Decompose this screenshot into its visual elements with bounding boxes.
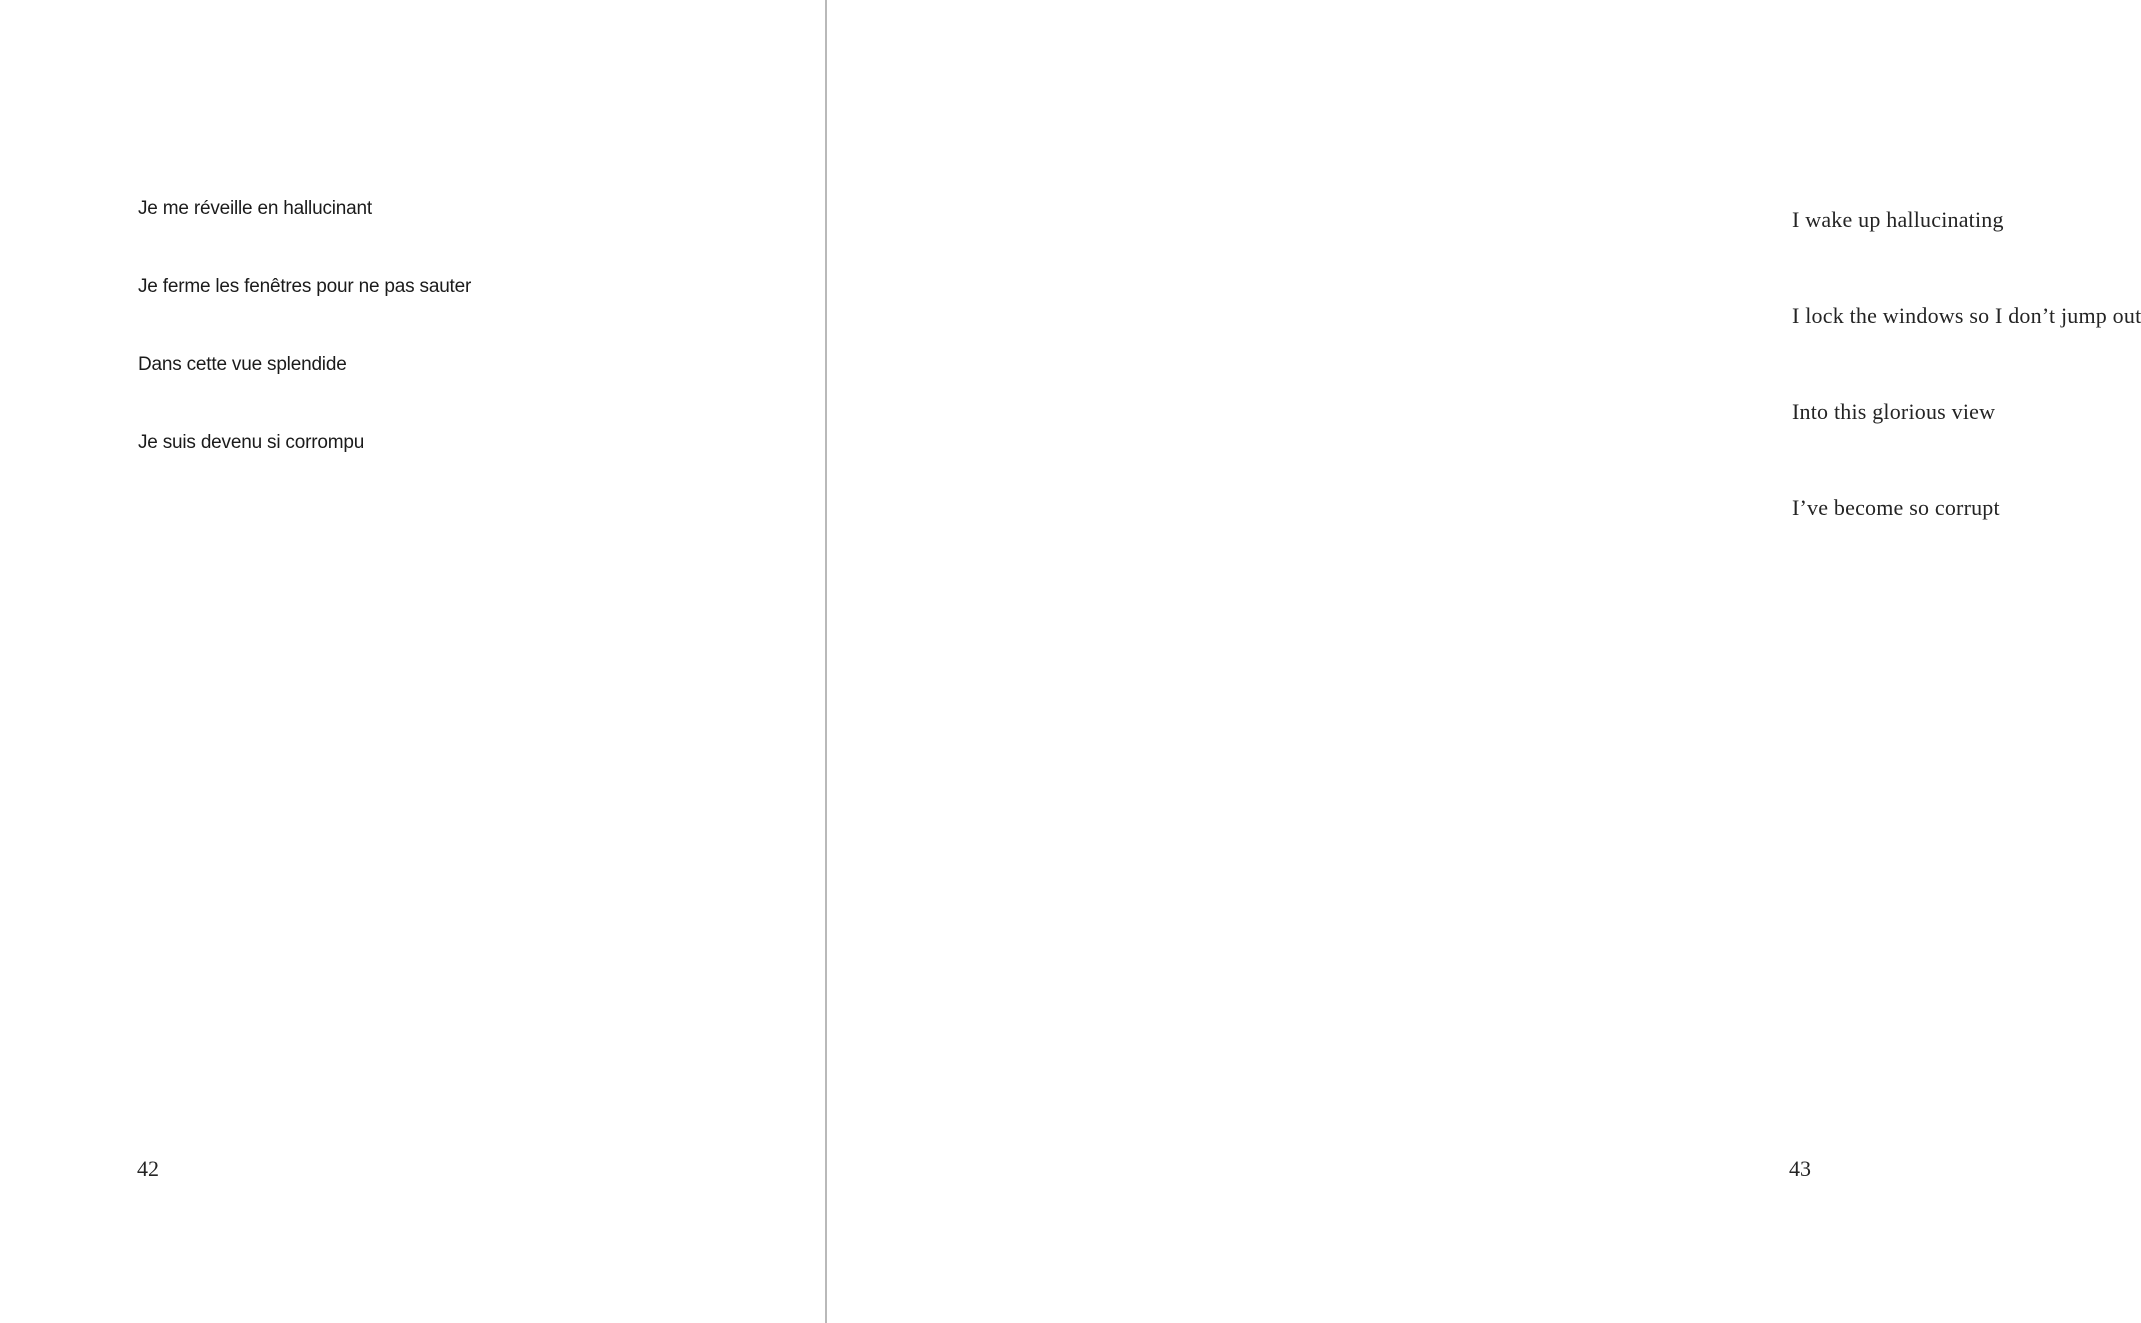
english-poem [1792,140,2141,588]
poem-line: Je me réveille en hallucinant [138,198,372,219]
left-page [0,0,825,1323]
poem-line: Dans cette vue splendide [138,354,347,375]
poem-line: I’ve become so corrupt [1792,495,2000,520]
right-page [827,0,2141,1323]
poem-line: I wake up hallucinating [1792,207,2004,232]
french-poem [138,144,471,508]
poem-line: I lock the windows so I don’t jump out [1792,303,2141,328]
page-number-left: 42 [137,1156,159,1181]
poem-line: Je ferme les fenêtres pour ne pas sauter [138,276,472,297]
page-number-right: 43 [1789,1156,1811,1181]
poem-line: Into this glorious view [1792,399,1996,424]
poem-line: Je suis devenu si corrompu [138,432,365,453]
